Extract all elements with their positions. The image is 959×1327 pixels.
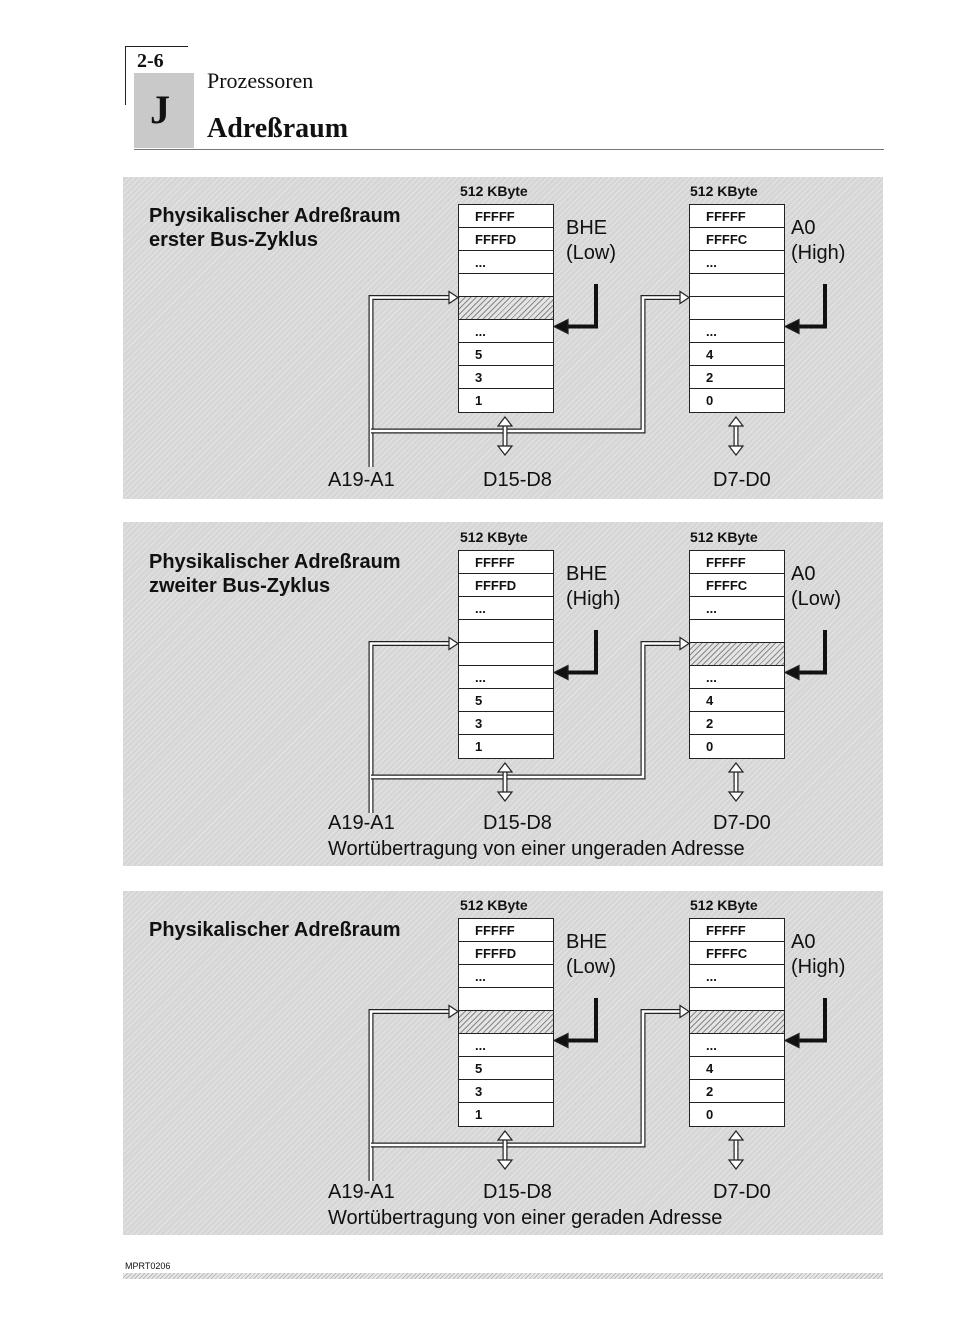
address-arrow-head-even bbox=[680, 292, 689, 304]
bhe-signal-arrow-head bbox=[554, 320, 568, 334]
a0-signal-arrow-head bbox=[785, 320, 799, 334]
chapter-letter: J bbox=[150, 87, 170, 132]
address-arrow-head bbox=[449, 1006, 458, 1018]
memory-cell bbox=[690, 620, 784, 643]
memory-bank-even bbox=[689, 918, 785, 1127]
panel-title-line: Physikalischer Adreßraum bbox=[149, 919, 401, 941]
signal-level: (Low) bbox=[566, 956, 617, 978]
signal-level: (Low) bbox=[566, 242, 617, 264]
data-arrow-down bbox=[729, 446, 743, 455]
bhe-signal-label bbox=[566, 216, 616, 266]
memory-cell: 0 bbox=[706, 393, 714, 408]
memory-cell bbox=[690, 297, 784, 320]
memory-cell: ... bbox=[690, 320, 784, 343]
a0-signal-arrow bbox=[797, 630, 825, 673]
memory-cell: 1 bbox=[475, 393, 483, 408]
panel-title-line: zweiter Bus-Zyklus bbox=[149, 575, 331, 597]
data-arrow-up bbox=[498, 417, 512, 426]
memory-cell: FFFFD bbox=[459, 574, 553, 597]
a0-signal-arrow bbox=[797, 998, 825, 1041]
memory-cell bbox=[459, 643, 553, 666]
memory-cell: ... bbox=[690, 965, 784, 988]
memory-cell: 1 bbox=[475, 1107, 483, 1122]
data-arrow-up bbox=[498, 763, 512, 772]
left-bank-capacity: 512 KByte bbox=[460, 529, 528, 545]
memory-cell: FFFFF bbox=[459, 205, 553, 228]
memory-cell: ... bbox=[690, 666, 784, 689]
address-bus-to-odd-bank-fill bbox=[371, 1012, 450, 1182]
bhe-signal-arrow-head bbox=[554, 666, 568, 680]
memory-cell: ... bbox=[690, 251, 784, 274]
panel-title-line: Physikalischer Adreßraum bbox=[149, 551, 401, 573]
right-bank-capacity: 512 KByte bbox=[690, 529, 758, 545]
data-bus-high-label: D15-D8 bbox=[483, 812, 552, 834]
memory-cell: FFFFF bbox=[459, 919, 553, 942]
data-arrow-down bbox=[729, 1160, 743, 1169]
address-bus-label: A19-A1 bbox=[328, 812, 395, 834]
panel-caption: Wortübertragung von einer geraden Adresse bbox=[328, 1207, 723, 1229]
memory-bank-even bbox=[689, 204, 785, 413]
panel-title-line: Physikalischer Adreßraum bbox=[149, 205, 401, 227]
data-bus-low-label: D7-D0 bbox=[713, 1181, 771, 1203]
right-bank-capacity: 512 KByte bbox=[690, 897, 758, 913]
figure-code: MPRT0206 bbox=[125, 1261, 171, 1271]
memory-cell bbox=[459, 274, 553, 297]
bhe-signal-arrow-head bbox=[554, 1034, 568, 1048]
memory-cell: FFFFF bbox=[690, 205, 784, 228]
page-number: 2-6 bbox=[137, 50, 164, 72]
memory-cell: FFFFF bbox=[459, 551, 553, 574]
memory-cell: ... bbox=[459, 320, 553, 343]
panel-title bbox=[149, 550, 401, 598]
panel-title-line: erster Bus-Zyklus bbox=[149, 229, 318, 251]
memory-cell: ... bbox=[459, 597, 553, 620]
signal-name: BHE bbox=[566, 931, 608, 953]
a0-signal-arrow-head bbox=[785, 666, 799, 680]
memory-bank-odd bbox=[458, 550, 554, 759]
left-bank-capacity: 512 KByte bbox=[460, 897, 528, 913]
memory-cell: FFFFC bbox=[690, 942, 784, 965]
address-bus-to-odd-bank bbox=[371, 298, 450, 468]
memory-bank-odd bbox=[458, 918, 554, 1127]
signal-name: A0 bbox=[791, 563, 816, 585]
memory-cell: 3 bbox=[459, 712, 553, 735]
memory-cell: 3 bbox=[459, 366, 553, 389]
memory-cell bbox=[690, 1011, 784, 1034]
data-arrow-down bbox=[729, 792, 743, 801]
address-arrow-head bbox=[449, 292, 458, 304]
memory-cell: ... bbox=[459, 251, 553, 274]
memory-cell bbox=[690, 643, 784, 666]
memory-cell: FFFFD bbox=[459, 942, 553, 965]
memory-cell: 3 bbox=[459, 1080, 553, 1103]
bhe-signal-arrow bbox=[566, 630, 596, 673]
panel-title bbox=[149, 918, 401, 942]
memory-cell: 4 bbox=[690, 689, 784, 712]
panel-even-address bbox=[123, 891, 883, 1235]
memory-cell bbox=[690, 274, 784, 297]
signal-name: BHE bbox=[566, 217, 608, 239]
memory-cell: 2 bbox=[690, 366, 784, 389]
memory-cell: FFFFC bbox=[690, 574, 784, 597]
memory-cell: 0 bbox=[706, 739, 714, 754]
signal-level: (High) bbox=[791, 242, 846, 264]
signal-level: (Low) bbox=[791, 588, 842, 610]
data-arrow-up bbox=[729, 417, 743, 426]
memory-cell bbox=[459, 297, 553, 320]
memory-cell: 2 bbox=[690, 1080, 784, 1103]
memory-cell bbox=[459, 1011, 553, 1034]
memory-cell: ... bbox=[459, 666, 553, 689]
bhe-signal-arrow bbox=[566, 998, 596, 1041]
memory-cell: 0 bbox=[706, 1107, 714, 1122]
address-bus-to-odd-bank bbox=[371, 644, 450, 814]
a0-signal-label bbox=[791, 562, 841, 612]
memory-cell: ... bbox=[690, 1034, 784, 1057]
memory-cell: 1 bbox=[475, 739, 483, 754]
memory-cell: ... bbox=[459, 1034, 553, 1057]
a0-signal-arrow-head bbox=[785, 1034, 799, 1048]
memory-cell: FFFFF bbox=[690, 919, 784, 942]
signal-level: (High) bbox=[791, 956, 846, 978]
panel-second-bus-cycle bbox=[123, 522, 883, 866]
memory-cell bbox=[459, 988, 553, 1011]
address-arrow-head bbox=[449, 638, 458, 650]
memory-cell: FFFFF bbox=[690, 551, 784, 574]
memory-bank-odd bbox=[458, 204, 554, 413]
address-bus-to-odd-bank-fill bbox=[371, 298, 450, 468]
memory-cell: 2 bbox=[690, 712, 784, 735]
data-arrow-up bbox=[729, 1131, 743, 1140]
bhe-signal-arrow bbox=[566, 284, 596, 327]
data-bus-low-label: D7-D0 bbox=[713, 812, 771, 834]
page-title: Adreßraum bbox=[207, 113, 349, 144]
data-arrow-down bbox=[498, 792, 512, 801]
a0-signal-arrow bbox=[797, 284, 825, 327]
data-arrow-up bbox=[729, 763, 743, 772]
memory-cell bbox=[459, 620, 553, 643]
address-bus-to-odd-bank bbox=[371, 1012, 450, 1182]
bhe-signal-label bbox=[566, 562, 620, 612]
memory-cell: 4 bbox=[690, 343, 784, 366]
memory-cell: 5 bbox=[459, 1057, 553, 1080]
memory-bank-even bbox=[689, 550, 785, 759]
data-arrow-down bbox=[498, 1160, 512, 1169]
data-bus-low-label: D7-D0 bbox=[713, 469, 771, 491]
footer-rule bbox=[123, 1273, 883, 1279]
data-arrow-up bbox=[498, 1131, 512, 1140]
address-bus-label: A19-A1 bbox=[328, 1181, 395, 1203]
memory-cell: FFFFC bbox=[690, 228, 784, 251]
panel-title bbox=[149, 204, 401, 252]
left-bank-capacity: 512 KByte bbox=[460, 183, 528, 199]
right-bank-capacity: 512 KByte bbox=[690, 183, 758, 199]
memory-cell bbox=[690, 988, 784, 1011]
a0-signal-label bbox=[791, 216, 845, 266]
data-arrow-down bbox=[498, 446, 512, 455]
address-bus-to-odd-bank-fill bbox=[371, 644, 450, 814]
memory-cell: FFFFD bbox=[459, 228, 553, 251]
signal-name: A0 bbox=[791, 931, 816, 953]
address-arrow-head-even bbox=[680, 638, 689, 650]
memory-cell: ... bbox=[459, 965, 553, 988]
memory-cell: 4 bbox=[690, 1057, 784, 1080]
a0-signal-label bbox=[791, 930, 845, 980]
panel-first-bus-cycle bbox=[123, 177, 883, 499]
data-bus-high-label: D15-D8 bbox=[483, 469, 552, 491]
data-bus-high-label: D15-D8 bbox=[483, 1181, 552, 1203]
signal-name: A0 bbox=[791, 217, 816, 239]
header-rule bbox=[134, 149, 884, 150]
memory-cell: ... bbox=[690, 597, 784, 620]
memory-cell: 5 bbox=[459, 343, 553, 366]
signal-level: (High) bbox=[566, 588, 621, 610]
address-arrow-head-even bbox=[680, 1006, 689, 1018]
panel-caption: Wortübertragung von einer ungeraden Adresse bbox=[328, 838, 745, 860]
address-bus-label: A19-A1 bbox=[328, 469, 395, 491]
section-label: Prozessoren bbox=[207, 68, 314, 93]
signal-name: BHE bbox=[566, 563, 608, 585]
memory-cell: 5 bbox=[459, 689, 553, 712]
bhe-signal-label bbox=[566, 930, 616, 980]
